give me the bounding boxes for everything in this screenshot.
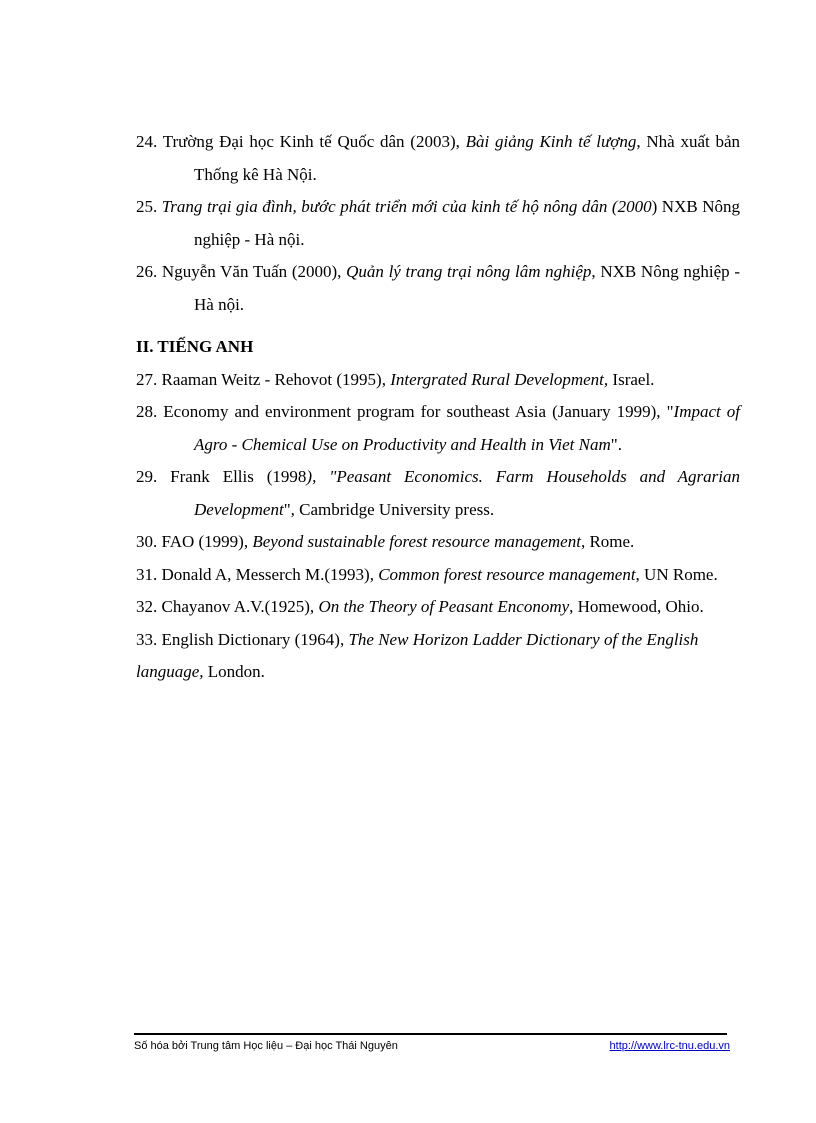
reference-item: 27. Raaman Weitz - Rehovot (1995), Intergrated Rural Development, Israel. [136, 369, 655, 389]
reference-item: 28. Economy and environment program for southeast Asia (January 1999), "Impact of Agro - Chemical Use on Productivity and Health in Viet Nam". [136, 402, 740, 454]
reference-item: 32. Chayanov A.V.(1925), On the Theory of Peasant Enconomy, Homewood, Ohio. [136, 597, 704, 616]
reference-item: 25. Trang trại gia đình, bước phát triển mới của kinh tế hộ nông dân (2000) NXB Nông nghiệp - Hà nội. [136, 197, 740, 249]
section-title: II. TIẾNG ANH [136, 337, 254, 356]
footer-link[interactable]: http://www.lrc-tnu.edu.vn [609, 1040, 730, 1052]
reference-item: 31. Donald A, Messerch M.(1993), Common forest resource management, UN Rome. [136, 564, 718, 584]
page-footer [134, 1040, 730, 1052]
reference-item: 33. English Dictionary (1964), The New Horizon Ladder Dictionary of the English language, London. [136, 629, 699, 681]
reference-item: 26. Nguyễn Văn Tuấn (2000), Quản lý trang trại nông lâm nghiệp, NXB Nông nghiệp - Hà nội. [136, 262, 741, 314]
reference-item: 29. Frank Ellis (1998), "Peasant Economics. Farm Households and Agrarian Development", Cambridge University press. [136, 467, 740, 519]
references-body [136, 126, 740, 689]
footer-divider [134, 1033, 727, 1035]
reference-item: 24. Trường Đại học Kinh tế Quốc dân (2003), Bài giảng Kinh tế lượng, Nhà xuất bản Thống kê Hà Nội. [136, 132, 741, 184]
footer-credit: Số hóa bởi Trung tâm Học liệu – Đại học Thái Nguyên [134, 1040, 398, 1052]
reference-item: 30. FAO (1999), Beyond sustainable forest resource management, Rome. [136, 532, 635, 551]
